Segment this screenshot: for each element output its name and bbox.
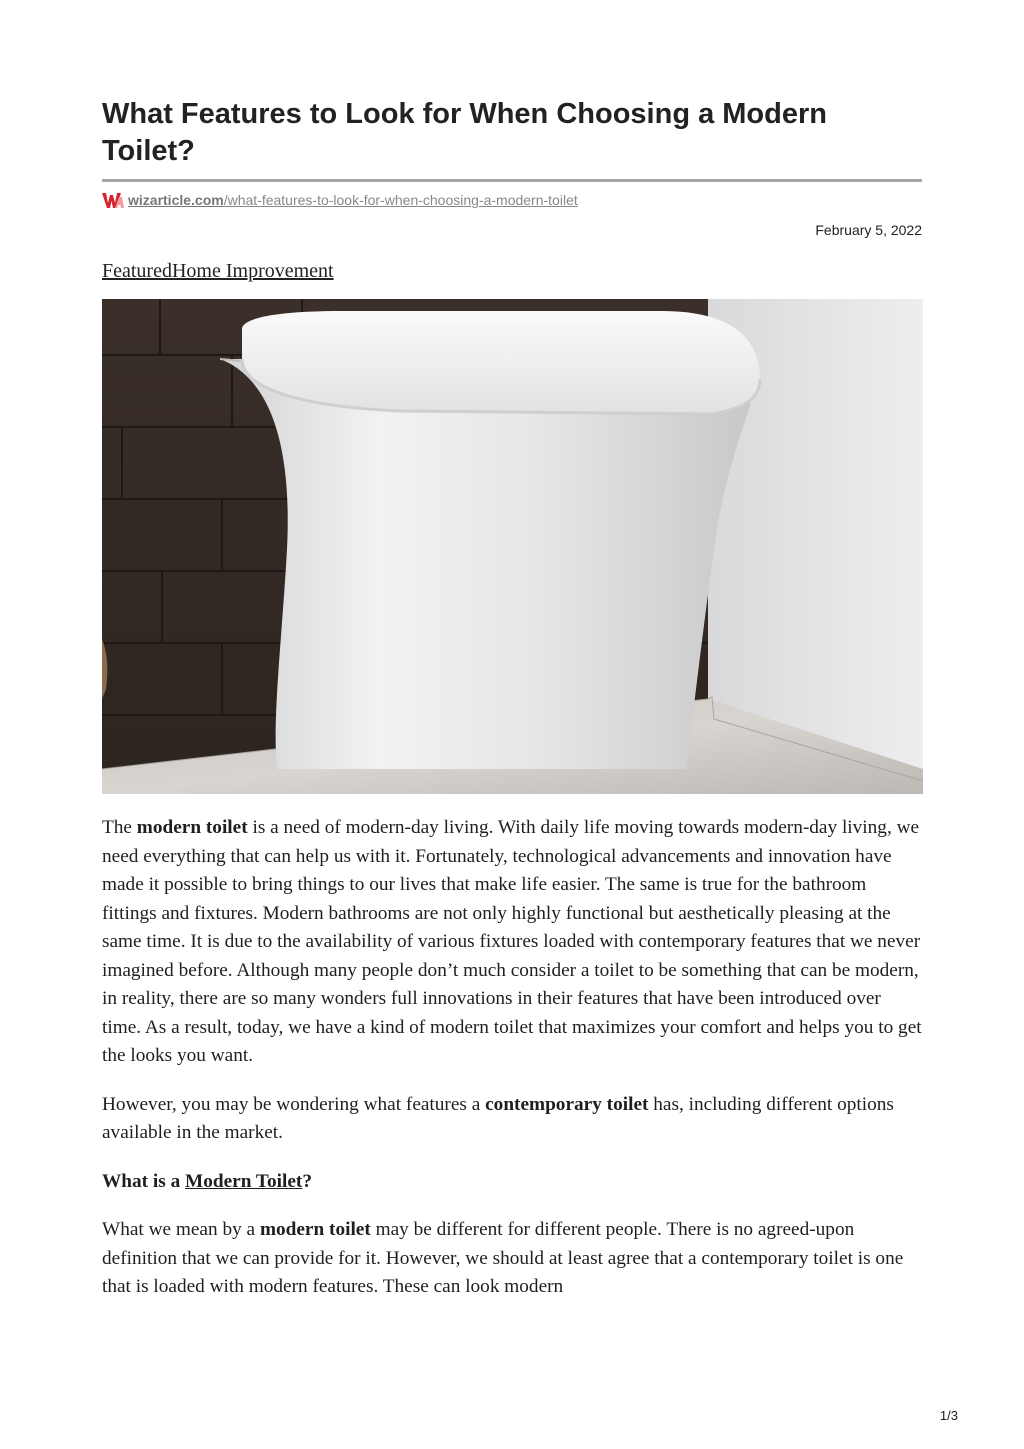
section-heading — [102, 1168, 922, 1197]
category-featured-link[interactable]: Featured — [102, 260, 172, 282]
paragraph-text: may be different for different people. There is no agreed-upon definition that we can provide for it. However, we should at least agree that a contemporary toilet is one that is loaded with modern features. These can look modern — [102, 1219, 904, 1297]
title-divider — [102, 179, 922, 182]
article-title: What Features to Look for When Choosing a Modern Toilet? — [102, 98, 827, 167]
heading-text: ? — [302, 1170, 312, 1192]
paragraph-text: What we mean by a — [102, 1219, 260, 1240]
bold-keyword: modern toilet — [259, 1219, 371, 1240]
category-links — [102, 260, 922, 283]
bold-keyword: contemporary toilet — [485, 1093, 649, 1115]
wizarticle-logo-icon — [102, 191, 124, 209]
paragraph-text: However, you may be wondering what features a — [102, 1093, 486, 1115]
category-home-improvement-link[interactable]: Home Improvement — [171, 260, 334, 282]
page-number: 1/3 — [939, 1408, 958, 1423]
paragraph-text: has, including different options available in the market. — [102, 1093, 894, 1143]
paragraph-text: is a need of modern-day living. With daily life moving towards modern-day living, we need everything that can help us with it. Fortunately, technological advancements and innovation have made it possible to bring things to our lives that make life easier. The same is true for the bathroom fittings and fixtures. Modern bathrooms are not only highly functional but aesthetically pleasing at the same time. It is due to the availability of various fixtures loaded with contemporary features that we never imagined before. Although many people don’t much consider a toilet to be something that can be modern, in reality, there are so many wonders full innovations in their features that have been introduced over time. As a result, today, we have a kind of modern toilet that maximizes your comfort and helps you to get the looks you want. — [102, 817, 922, 1066]
modern-toilet-link[interactable]: Modern Toilet — [185, 1170, 303, 1192]
source-domain-link[interactable]: wizarticle.com — [128, 192, 224, 208]
source-line — [102, 191, 922, 209]
bold-keyword: modern toilet — [136, 817, 248, 838]
article — [102, 96, 922, 1302]
source-path-link[interactable]: /what-features-to-look-for-when-choosing-a-modern-toilet — [223, 192, 578, 208]
features-question-paragraph — [102, 1091, 922, 1148]
heading-text: What is a — [102, 1170, 186, 1192]
publish-date: February 5, 2022 — [815, 222, 922, 238]
paragraph-text: The — [102, 817, 137, 838]
toilet-photo — [102, 299, 923, 794]
definition-paragraph — [102, 1216, 922, 1302]
intro-paragraph — [102, 814, 922, 1071]
